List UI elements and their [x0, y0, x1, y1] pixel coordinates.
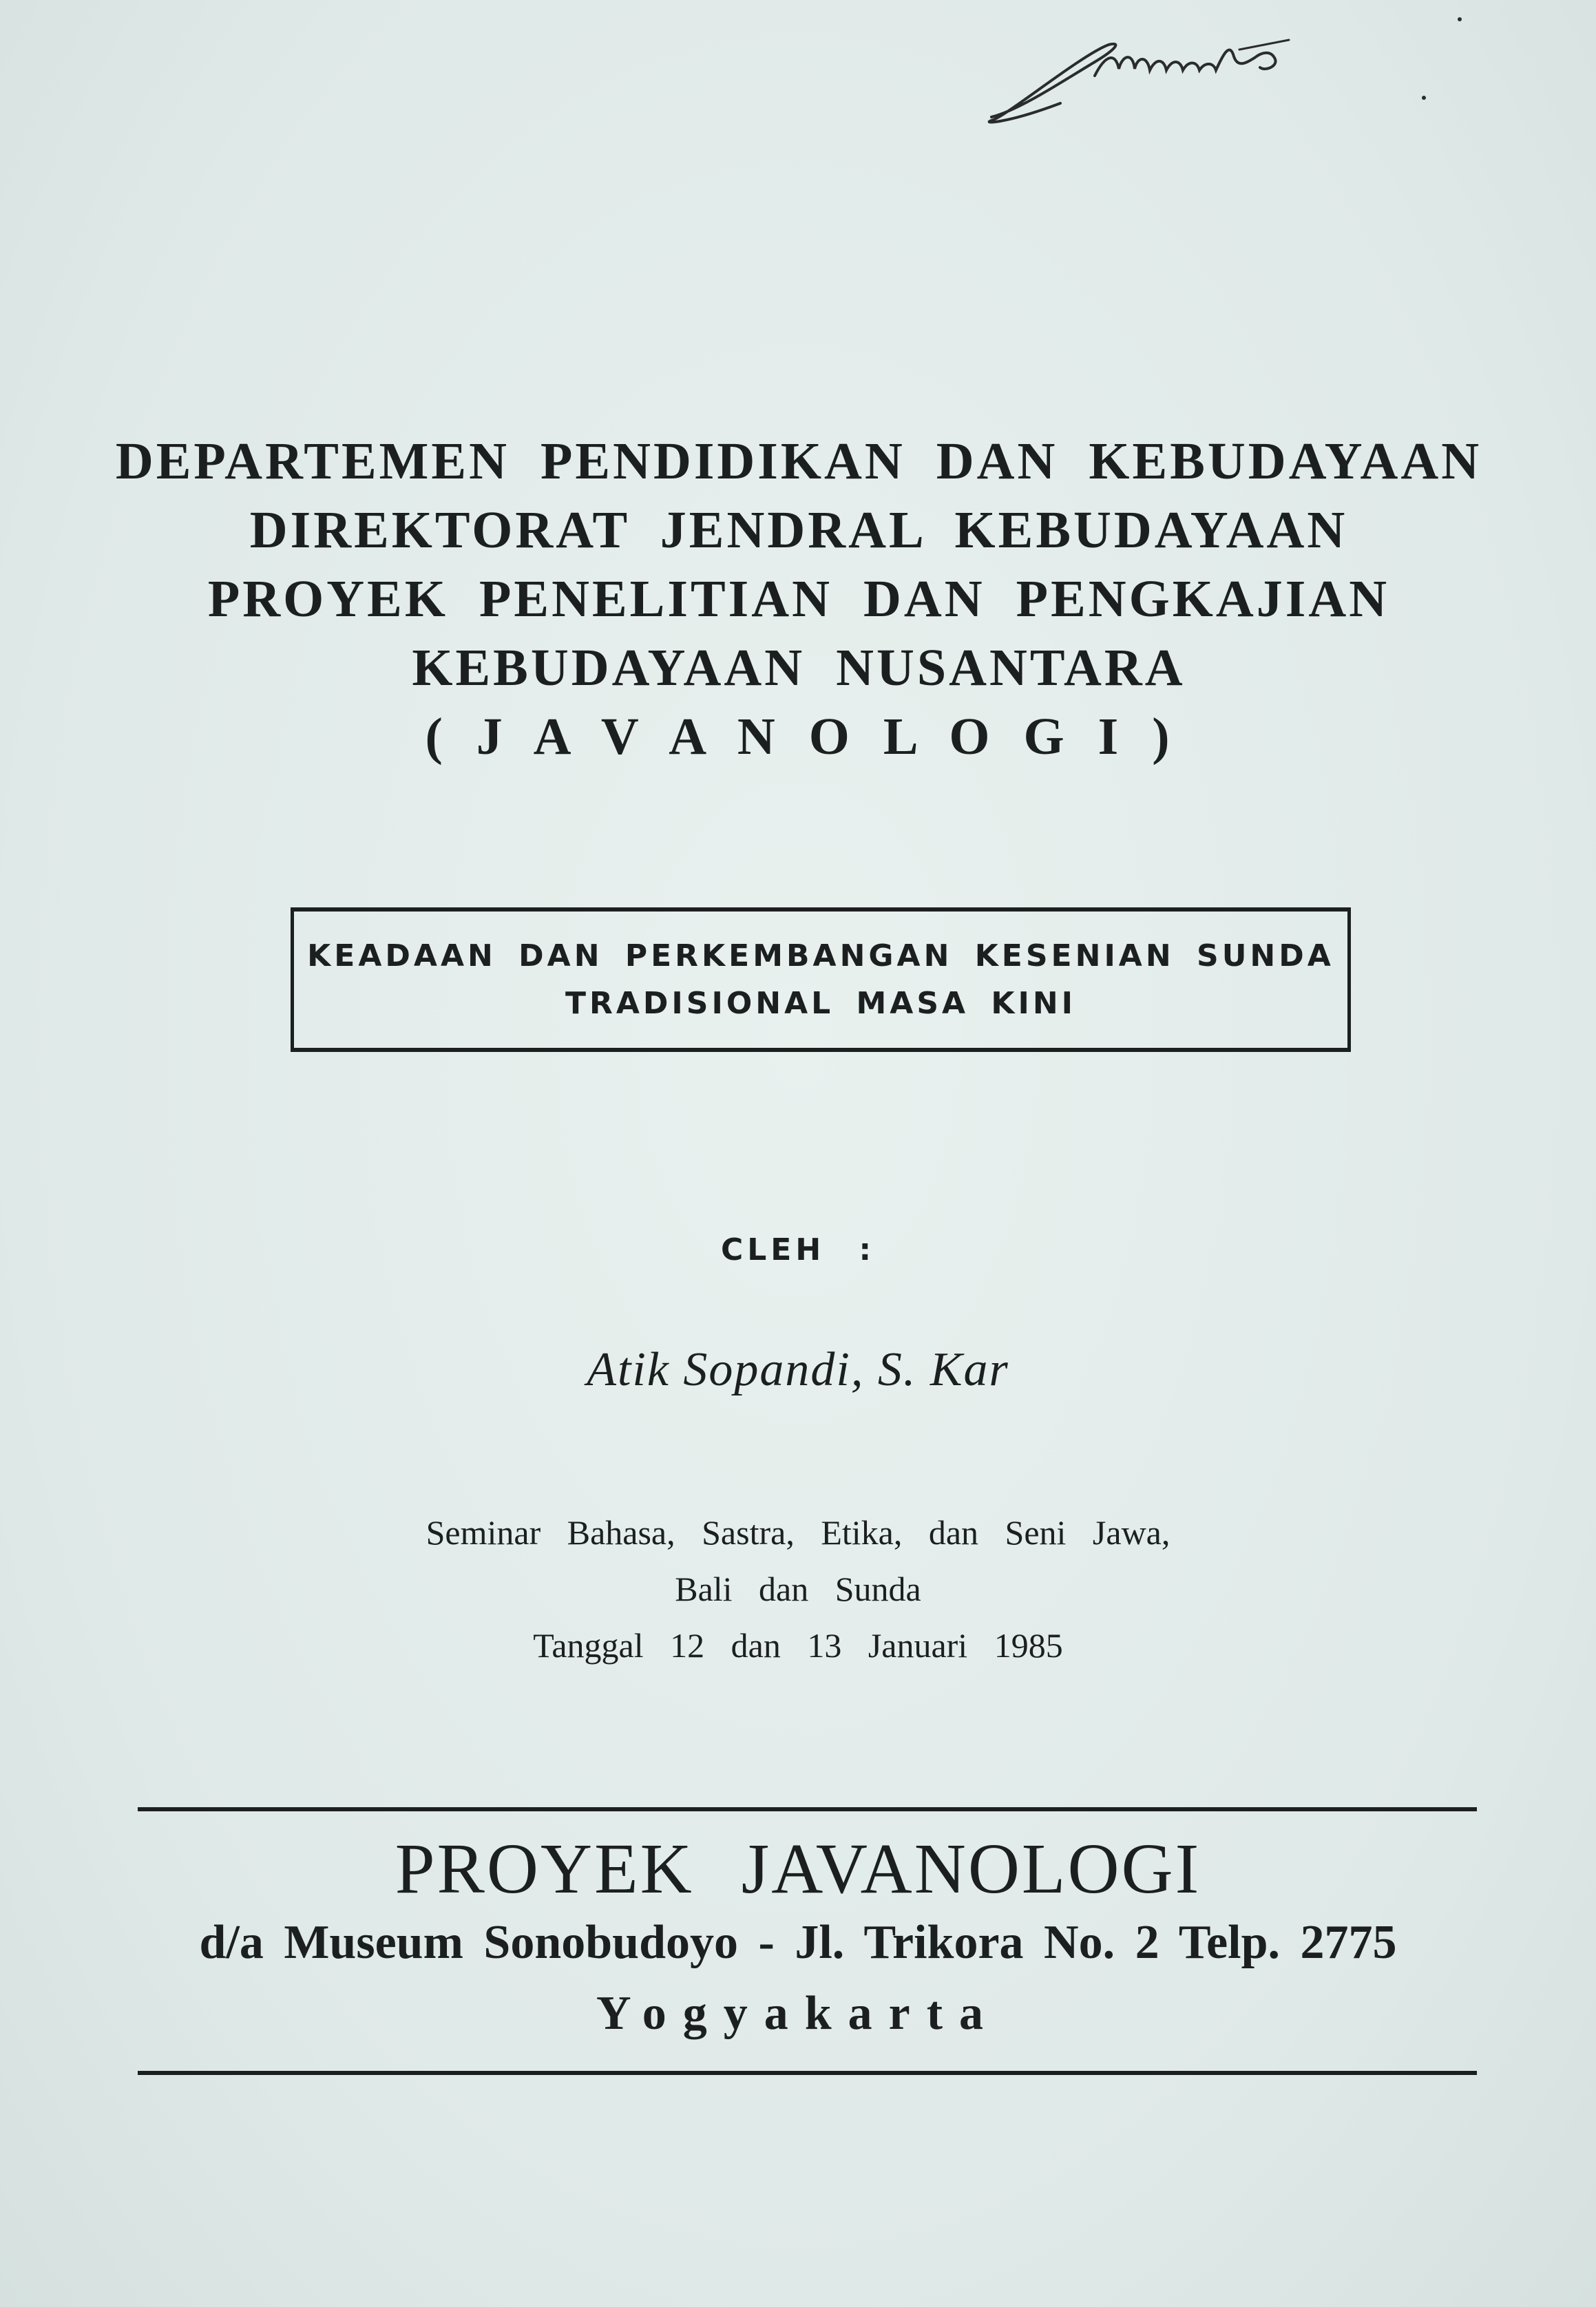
publisher-name: PROYEK JAVANOLOGI — [395, 1829, 1201, 1908]
document-title-line-2: TRADISIONAL MASA KINI — [565, 986, 1077, 1021]
header-line-project: PROYEK PENELITIAN DAN PENGKAJIAN — [207, 570, 1390, 628]
header-line-javanologi: ( J A V A N O L O G I ) — [425, 708, 1173, 766]
seminar-date: Tanggal 12 dan 13 Januari 1985 — [533, 1626, 1063, 1665]
header-line-culture: KEBUDAYAAN NUSANTARA — [412, 639, 1186, 697]
divider-bottom — [138, 2071, 1477, 2075]
header-line-ministry: DEPARTEMEN PENDIDIKAN DAN KEBUDAYAAN — [115, 432, 1482, 490]
header-line-directorate: DIREKTORAT JENDRAL KEBUDAYAAN — [249, 501, 1348, 559]
divider-top — [138, 1807, 1477, 1811]
publisher-city: Yogyakarta — [596, 1987, 1000, 2040]
seminar-info — [0, 1504, 1596, 1674]
document-title-box — [291, 907, 1351, 1052]
seminar-line-2: Bali dan Sunda — [675, 1570, 921, 1608]
publisher-address: d/a Museum Sonobudoyo - Jl. Trikora No. 2 Telp. 2775 — [199, 1916, 1397, 1969]
document-title-line-1: KEADAAN DAN PERKEMBANGAN KESENIAN SUNDA — [307, 938, 1334, 973]
institution-header — [110, 427, 1487, 771]
author-name: Atik Sopandi, S. Kar — [587, 1343, 1009, 1396]
by-label: CLEH : — [720, 1232, 876, 1267]
seminar-line-1: Seminar Bahasa, Sastra, Etika, dan Seni Jawa, — [426, 1513, 1170, 1552]
handwritten-signature — [978, 14, 1473, 138]
